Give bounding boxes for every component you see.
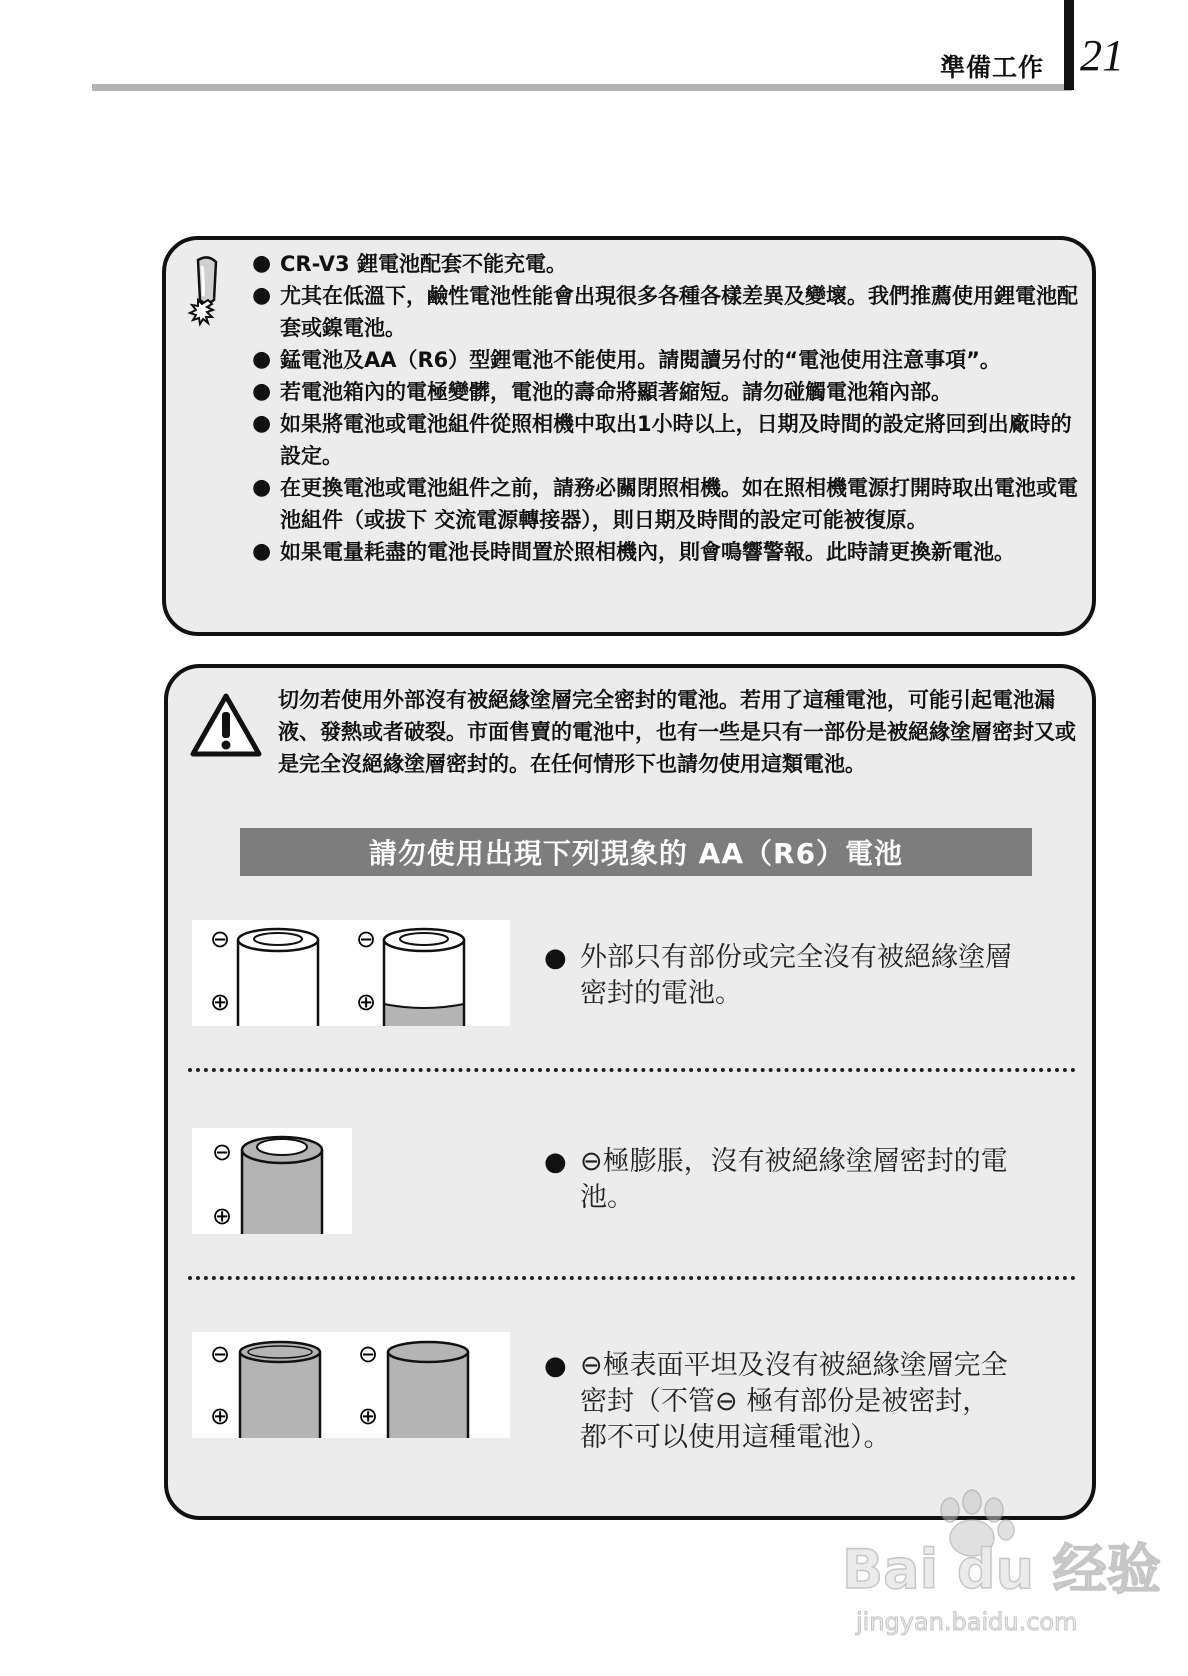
- row-text: ● ⊖極表面平坦及沒有被絕緣塗層完全密封（不管⊖ 極有部份是被密封，都不可以使用這種電池）。: [544, 1350, 1008, 1453]
- battery-illustration: [192, 1128, 352, 1234]
- note-box: [162, 236, 1096, 636]
- plus-symbol: ⊕: [210, 988, 231, 1016]
- caution-text: 切勿若使用外部沒有被絕緣塗層完全密封的電池。若用了這種電池，可能引起電池漏液、發熱或者破裂。市面售賣的電池中，也有一些是只有一部份是被絕緣塗層密封又或是完全沒絕緣塗層密封的。在任何情形下也請勿使用這類電池。: [278, 688, 1076, 776]
- minus-symbol: ⊖: [356, 925, 377, 953]
- page-number: 21: [1080, 31, 1124, 80]
- minus-symbol: ⊖: [212, 1138, 233, 1166]
- caution-box: [164, 664, 1096, 1520]
- bullet: ●: [544, 1351, 567, 1381]
- bullet: ●: [544, 1147, 567, 1177]
- section-title: 準備工作: [940, 53, 1045, 82]
- note-item: ● CR-V3 鋰電池配套不能充電。: [252, 248, 1082, 280]
- battery-illustration: [192, 1332, 510, 1438]
- bullet: ●: [252, 475, 272, 500]
- bullet: ●: [252, 283, 272, 308]
- bullet: ●: [252, 379, 272, 404]
- bullet: ●: [544, 943, 567, 973]
- banner: 請勿使用出現下列現象的 AA（R6）電池: [240, 828, 1032, 876]
- minus-symbol: ⊖: [358, 1340, 379, 1368]
- note-item: ● 如果將電池或電池組件從照相機中取出1小時以上，日期及時間的設定將回到出廠時的設定。: [252, 408, 1082, 472]
- note-item: ● 如果電量耗盡的電池長時間置於照相機內，則會鳴響警報。此時請更換新電池。: [252, 536, 1082, 568]
- plus-symbol: ⊕: [212, 1202, 233, 1230]
- minus-symbol: ⊖: [210, 925, 231, 953]
- bullet: ●: [252, 347, 272, 372]
- divider: [188, 1068, 1076, 1072]
- note-list: [252, 248, 1082, 568]
- battery-illustration: [192, 920, 510, 1026]
- note-item: ● 尤其在低溫下，鹼性電池性能會出現很多各種各樣差異及變壞。我們推薦使用鋰電池配套或鎳電池。: [252, 280, 1082, 344]
- pointing-hand-icon: [186, 252, 230, 328]
- plus-symbol: ⊕: [358, 1402, 379, 1430]
- row-text: ● ⊖極膨脹，沒有被絕緣塗層密封的電池。: [544, 1146, 1008, 1213]
- header-rule: [92, 84, 1072, 91]
- plus-symbol: ⊕: [210, 1402, 231, 1430]
- note-item: ● 錳電池及AA（R6）型鋰電池不能使用。請閱讀另付的“電池使用注意事項”。: [252, 344, 1082, 376]
- plus-symbol: ⊕: [356, 988, 377, 1016]
- warning-triangle-icon: [190, 692, 262, 758]
- baidu-watermark: [838, 1490, 1161, 1640]
- watermark-url: jingyan.baidu.com: [856, 1608, 1078, 1636]
- bullet: ●: [252, 251, 272, 276]
- divider: [188, 1276, 1076, 1280]
- minus-symbol: ⊖: [210, 1340, 231, 1368]
- note-item: ● 在更換電池或電池組件之前，請務必關閉照相機。如在照相機電源打開時取出電池或電池組件（或拔下 交流電源轉接器），則日期及時間的設定可能被復原。: [252, 472, 1082, 536]
- row-text: ● 外部只有部份或完全沒有被絕緣塗層密封的電池。: [544, 942, 1012, 1009]
- bullet: ●: [252, 411, 272, 436]
- watermark-logo: Bai du 经验: [842, 1538, 1161, 1601]
- bullet: ●: [252, 539, 272, 564]
- note-item: ● 若電池箱內的電極變髒，電池的壽命將顯著縮短。請勿碰觸電池箱內部。: [252, 376, 1082, 408]
- header-bar: [1064, 0, 1074, 90]
